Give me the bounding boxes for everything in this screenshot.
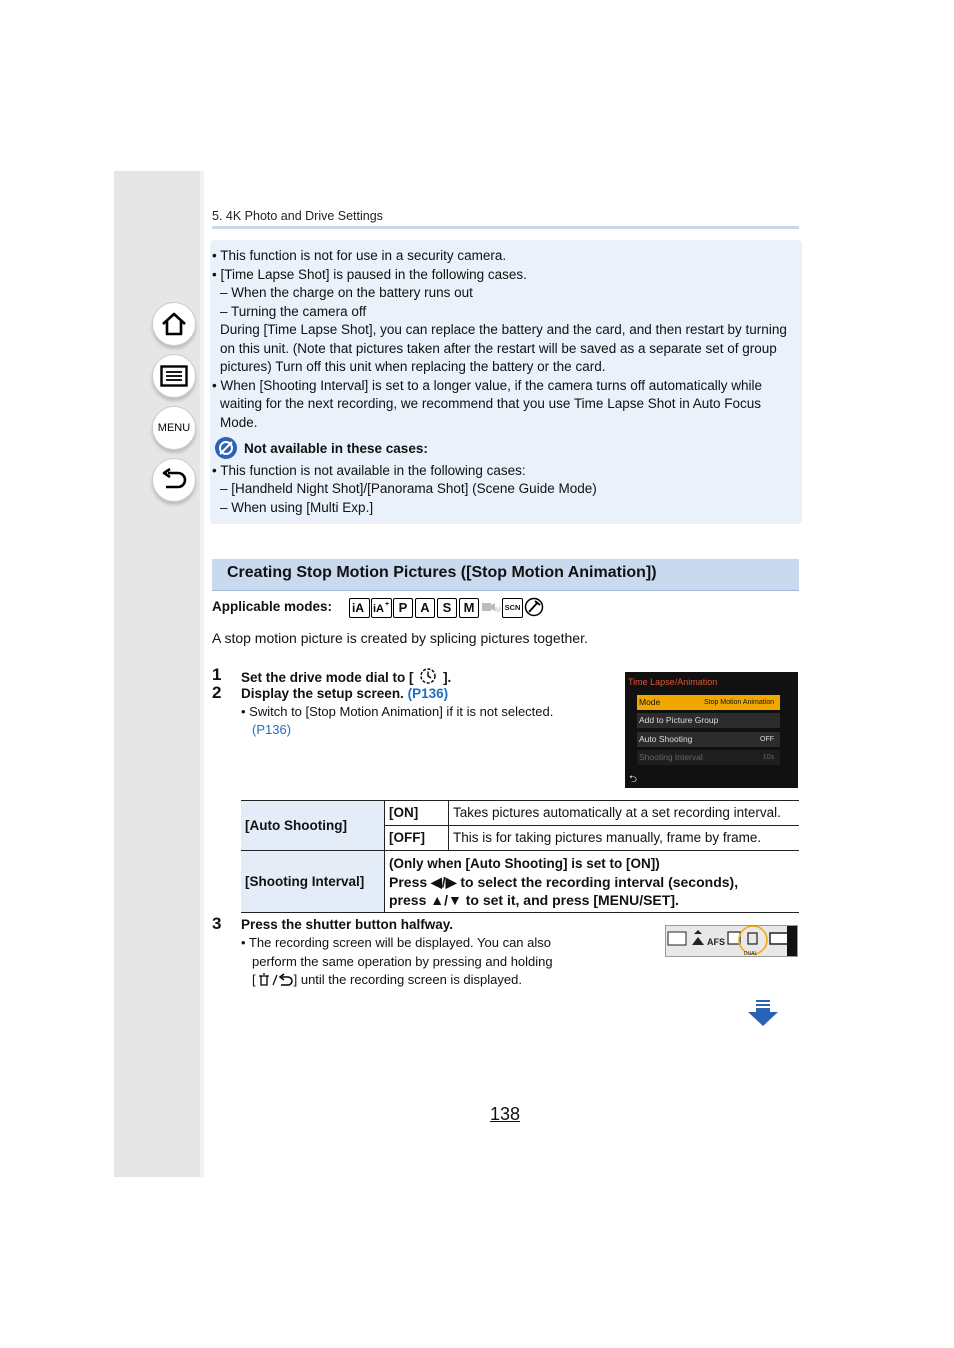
- note-line: Mode.: [220, 415, 258, 430]
- note-line: • When [Shooting Interval] is set to a longer value, if the camera turns off automatically while: [212, 378, 763, 393]
- interval-instruction: press ▲/▼ to set it, and press [MENU/SET].: [389, 891, 679, 908]
- a-mode-icon: A: [415, 598, 435, 618]
- lcd-status-icons: [666, 926, 797, 956]
- table-row: [241, 851, 799, 913]
- shooting-interval-label: [Shooting Interval]: [241, 851, 385, 913]
- camera-row-shooting-interval: Shooting Interval 10s: [637, 750, 780, 765]
- auto-shooting-label: [Auto Shooting]: [241, 801, 385, 851]
- intelligent-auto-mode-icon: [349, 598, 370, 618]
- intro-text: A stop motion picture is created by splicing pictures together.: [212, 630, 588, 646]
- camera-row-mode: Mode Stop Motion Animation: [637, 695, 780, 710]
- contents-button[interactable]: [152, 354, 196, 398]
- step-1-text: [241, 667, 451, 687]
- s-mode-icon: S: [437, 598, 457, 618]
- note-line: on this unit. (Note that pictures taken after the restart will be saved as a separate set of group: [220, 341, 777, 356]
- step-2-label: Display the setup screen.: [241, 686, 404, 701]
- svg-text:iA: iA: [352, 601, 364, 615]
- not-available-icon: [214, 436, 238, 460]
- step-3-bullet-end: ] until the recording screen is displayed.: [293, 972, 522, 987]
- home-button[interactable]: [152, 302, 196, 346]
- page-number: 138: [490, 1104, 521, 1124]
- page-link[interactable]: (P136): [252, 722, 292, 737]
- svg-text:+: +: [385, 601, 390, 608]
- step-number: 2: [212, 683, 222, 702]
- note-line: pictures) Turn off this unit when replacing the battery or the card.: [220, 359, 606, 374]
- m-mode-icon: M: [459, 598, 479, 618]
- note-line: – Turning the camera off: [220, 304, 367, 319]
- note-line: • This function is not available in the following cases:: [212, 463, 526, 478]
- p-mode-icon: P: [393, 598, 413, 618]
- step-number: 1: [212, 665, 222, 684]
- creative-video-mode-icon: [481, 600, 501, 614]
- note-line: During [Time Lapse Shot], you can replace the battery and the card, and then restart by turning: [220, 322, 787, 337]
- step-1-label: Set the drive mode dial to [: [241, 670, 414, 685]
- settings-table: [241, 800, 799, 913]
- dual-icon: DUAL: [744, 951, 758, 956]
- applicable-modes-label: Applicable modes:: [212, 599, 333, 614]
- back-button[interactable]: [152, 458, 196, 502]
- option-on-description: Takes pictures automatically at a set recording interval.: [449, 801, 800, 826]
- svg-text:M: M: [495, 607, 501, 614]
- note-line: – When using [Multi Exp.]: [220, 500, 374, 515]
- afs-icon: AFS: [707, 937, 725, 947]
- step-3-bullet: [252, 971, 522, 989]
- return-icon: [160, 468, 188, 492]
- note-line: – [Handheld Night Shot]/[Panorama Shot] (Scene Guide Mode): [220, 481, 597, 496]
- option-off-description: This is for taking pictures manually, frame by frame.: [449, 826, 800, 851]
- step-3-text: Press the shutter button halfway.: [241, 917, 454, 932]
- menu-button[interactable]: [152, 406, 196, 450]
- section-heading: [212, 559, 799, 591]
- trash-return-icon: [256, 972, 294, 987]
- step-number: 3: [212, 914, 222, 933]
- not-available-title: Not available in these cases:: [244, 441, 428, 456]
- option-on: [ON]: [385, 801, 449, 826]
- note-line: waiting for the next recording, we recommend that you use Time Lapse Shot in Auto Focus: [220, 396, 762, 411]
- step-3-bullet: • The recording screen will be displayed. You can also: [241, 935, 552, 950]
- note-line: • [Time Lapse Shot] is paused in the following cases.: [212, 267, 527, 282]
- step-1-suffix: ].: [443, 670, 452, 685]
- intelligent-auto-plus-mode-icon: [371, 598, 392, 618]
- svg-text:iA: iA: [373, 603, 384, 615]
- sidebar: [114, 171, 204, 1177]
- page-link[interactable]: (P136): [407, 686, 449, 701]
- note-line: – When the charge on the battery runs out: [220, 285, 473, 300]
- interval-instruction: Press ◀/▶ to select the recording interval (seconds),: [389, 873, 739, 890]
- bracket: [: [252, 972, 256, 987]
- creative-control-mode-icon: [524, 597, 544, 617]
- option-off: [OFF]: [385, 826, 449, 851]
- time-lapse-drive-icon: [419, 667, 437, 685]
- scene-guide-mode-icon: SCN: [502, 598, 523, 618]
- camera-row-add-to-group: Add to Picture Group: [637, 713, 780, 728]
- home-icon: [160, 311, 188, 337]
- continue-arrow-icon: [748, 1000, 778, 1028]
- recording-screen-snippet: [665, 925, 798, 957]
- breadcrumb-rule: [212, 226, 799, 229]
- table-row: [241, 801, 799, 826]
- menu-label: MENU: [157, 422, 191, 434]
- camera-back-icon: ⮌: [629, 774, 638, 785]
- shooting-interval-description: [385, 851, 800, 913]
- note-line: • This function is not for use in a security camera.: [212, 248, 507, 263]
- step-2-text: [241, 685, 448, 703]
- step-3-bullet: perform the same operation by pressing and holding: [252, 954, 553, 969]
- camera-row-auto-shooting: Auto Shooting OFF: [637, 732, 780, 747]
- breadcrumb: 5. 4K Photo and Drive Settings: [212, 209, 383, 223]
- list-icon: [160, 365, 188, 387]
- camera-menu-screenshot: [625, 672, 798, 788]
- section-title: Creating Stop Motion Pictures ([Stop Motion Animation]): [227, 564, 657, 581]
- camera-screen-title: Time Lapse/Animation: [628, 677, 718, 687]
- step-2-bullet: • Switch to [Stop Motion Animation] if it is not selected.: [241, 704, 554, 719]
- interval-condition: (Only when [Auto Shooting] is set to [ON]): [389, 855, 660, 871]
